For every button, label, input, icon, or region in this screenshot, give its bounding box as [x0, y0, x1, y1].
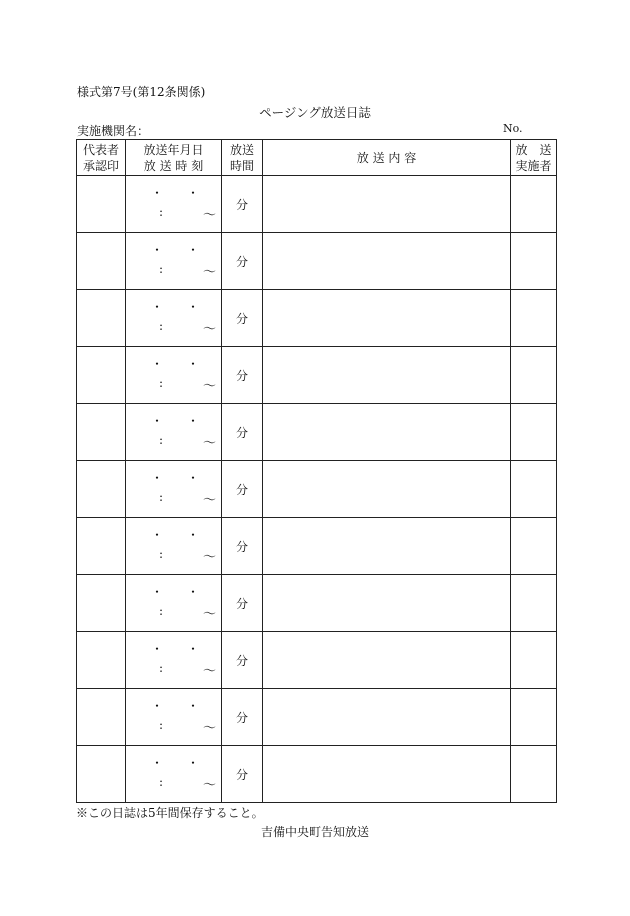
date-separator: ・ [187, 357, 200, 371]
approver-stamp-cell[interactable] [77, 689, 126, 746]
header-approver [77, 140, 126, 176]
time-separator: : [159, 775, 164, 789]
approver-stamp-cell[interactable] [77, 461, 126, 518]
broadcaster-cell[interactable] [511, 689, 557, 746]
minute-unit: 分 [235, 197, 248, 212]
minute-unit: 分 [235, 254, 248, 269]
time-range-tilde: ～ [203, 778, 217, 793]
date-separator: ・ [151, 243, 164, 257]
duration-cell[interactable] [222, 176, 263, 233]
date-separator: ・ [151, 357, 164, 371]
date-separator: ・ [187, 756, 200, 770]
duration-cell[interactable] [222, 347, 263, 404]
time-range-tilde: ～ [203, 322, 217, 337]
content-cell[interactable] [263, 347, 511, 404]
duration-cell[interactable] [222, 575, 263, 632]
datetime-cell[interactable] [126, 575, 222, 632]
log-row [77, 176, 557, 233]
approver-stamp-cell[interactable] [77, 404, 126, 461]
date-separator: ・ [187, 243, 200, 257]
time-range-tilde: ～ [203, 550, 217, 565]
date-separator: ・ [151, 642, 164, 656]
broadcaster-cell[interactable] [511, 233, 557, 290]
content-cell[interactable] [263, 632, 511, 689]
minute-unit: 分 [235, 767, 248, 782]
time-range-tilde: ～ [203, 607, 217, 622]
content-cell[interactable] [263, 518, 511, 575]
log-row [77, 689, 557, 746]
datetime-cell[interactable] [126, 233, 222, 290]
log-row [77, 233, 557, 290]
log-body [77, 176, 557, 803]
content-cell[interactable] [263, 746, 511, 803]
broadcaster-cell[interactable] [511, 575, 557, 632]
header-datetime-line2: 放 送 時 刻 [143, 158, 204, 173]
header-datetime [126, 140, 222, 176]
form-number: 様式第7号(第12条関係) [77, 85, 206, 99]
header-duration-line2: 時間 [229, 158, 254, 173]
log-row [77, 575, 557, 632]
content-cell[interactable] [263, 290, 511, 347]
duration-cell[interactable] [222, 290, 263, 347]
date-separator: ・ [151, 585, 164, 599]
date-separator: ・ [151, 471, 164, 485]
date-separator: ・ [151, 756, 164, 770]
datetime-cell[interactable] [126, 404, 222, 461]
duration-cell[interactable] [222, 233, 263, 290]
date-separator: ・ [187, 585, 200, 599]
retention-footnote: ※この日誌は5年間保存すること。 [76, 806, 264, 820]
date-separator: ・ [187, 642, 200, 656]
content-cell[interactable] [263, 461, 511, 518]
date-separator: ・ [187, 528, 200, 542]
header-row [77, 140, 557, 176]
time-separator: : [159, 262, 164, 276]
minute-unit: 分 [235, 596, 248, 611]
broadcaster-cell[interactable] [511, 461, 557, 518]
approver-stamp-cell[interactable] [77, 746, 126, 803]
time-separator: : [159, 319, 164, 333]
datetime-cell[interactable] [126, 632, 222, 689]
datetime-cell[interactable] [126, 290, 222, 347]
header-duration-line1: 放送 [229, 142, 254, 157]
log-row [77, 404, 557, 461]
broadcaster-cell[interactable] [511, 632, 557, 689]
header-content: 放 送 内 容 [263, 140, 511, 176]
minute-unit: 分 [235, 653, 248, 668]
broadcast-log-table [76, 139, 557, 803]
duration-cell[interactable] [222, 632, 263, 689]
header-datetime-line1: 放送年月日 [143, 142, 204, 157]
log-row [77, 461, 557, 518]
date-separator: ・ [151, 528, 164, 542]
approver-stamp-cell[interactable] [77, 176, 126, 233]
time-separator: : [159, 547, 164, 561]
date-separator: ・ [187, 699, 200, 713]
time-range-tilde: ～ [203, 721, 217, 736]
time-separator: : [159, 661, 164, 675]
time-separator: : [159, 718, 164, 732]
approver-stamp-cell[interactable] [77, 290, 126, 347]
broadcaster-cell[interactable] [511, 176, 557, 233]
duration-cell[interactable] [222, 518, 263, 575]
date-separator: ・ [151, 414, 164, 428]
datetime-cell[interactable] [126, 461, 222, 518]
log-row [77, 347, 557, 404]
date-separator: ・ [151, 300, 164, 314]
broadcaster-cell[interactable] [511, 347, 557, 404]
time-range-tilde: ～ [203, 379, 217, 394]
time-range-tilde: ～ [203, 664, 217, 679]
broadcaster-cell[interactable] [511, 518, 557, 575]
approver-stamp-cell[interactable] [77, 518, 126, 575]
time-separator: : [159, 604, 164, 618]
time-separator: : [159, 433, 164, 447]
time-separator: : [159, 490, 164, 504]
content-cell[interactable] [263, 575, 511, 632]
approver-stamp-cell[interactable] [77, 575, 126, 632]
minute-unit: 分 [235, 710, 248, 725]
time-separator: : [159, 205, 164, 219]
header-duration [222, 140, 263, 176]
duration-cell[interactable] [222, 689, 263, 746]
content-cell[interactable] [263, 233, 511, 290]
time-separator: : [159, 376, 164, 390]
duration-cell[interactable] [222, 461, 263, 518]
time-range-tilde: ～ [203, 436, 217, 451]
datetime-cell[interactable] [126, 746, 222, 803]
header-approver-line1: 代表者 [82, 142, 119, 157]
date-separator: ・ [151, 699, 164, 713]
minute-unit: 分 [235, 425, 248, 440]
approver-stamp-cell[interactable] [77, 347, 126, 404]
issuer-name: 吉備中央町告知放送 [260, 825, 369, 839]
content-cell[interactable] [263, 176, 511, 233]
content-cell[interactable] [263, 689, 511, 746]
content-cell[interactable] [263, 404, 511, 461]
log-row [77, 518, 557, 575]
datetime-cell[interactable] [126, 689, 222, 746]
time-range-tilde: ～ [203, 208, 217, 223]
minute-unit: 分 [235, 368, 248, 383]
time-range-tilde: ～ [203, 265, 217, 280]
header-broadcaster-line1: 放 送 [515, 142, 552, 157]
approver-stamp-cell[interactable] [77, 632, 126, 689]
minute-unit: 分 [235, 539, 248, 554]
document-title: ページング放送日誌 [259, 105, 371, 120]
number-label: No. [503, 122, 523, 135]
date-separator: ・ [187, 300, 200, 314]
duration-cell[interactable] [222, 404, 263, 461]
date-separator: ・ [187, 186, 200, 200]
broadcaster-cell[interactable] [511, 290, 557, 347]
datetime-cell[interactable] [126, 347, 222, 404]
approver-stamp-cell[interactable] [77, 233, 126, 290]
log-row [77, 746, 557, 803]
header-broadcaster-line2: 実施者 [515, 158, 552, 173]
datetime-cell[interactable] [126, 518, 222, 575]
time-range-tilde: ～ [203, 493, 217, 508]
minute-unit: 分 [235, 311, 248, 326]
date-separator: ・ [187, 471, 200, 485]
header-broadcaster [511, 140, 557, 176]
minute-unit: 分 [235, 482, 248, 497]
organization-label: 実施機関名： [77, 124, 150, 138]
broadcaster-cell[interactable] [511, 404, 557, 461]
log-row [77, 632, 557, 689]
datetime-cell[interactable] [126, 176, 222, 233]
broadcaster-cell[interactable] [511, 746, 557, 803]
date-separator: ・ [151, 186, 164, 200]
date-separator: ・ [187, 414, 200, 428]
log-row [77, 290, 557, 347]
duration-cell[interactable] [222, 746, 263, 803]
header-approver-line2: 承認印 [82, 158, 119, 173]
